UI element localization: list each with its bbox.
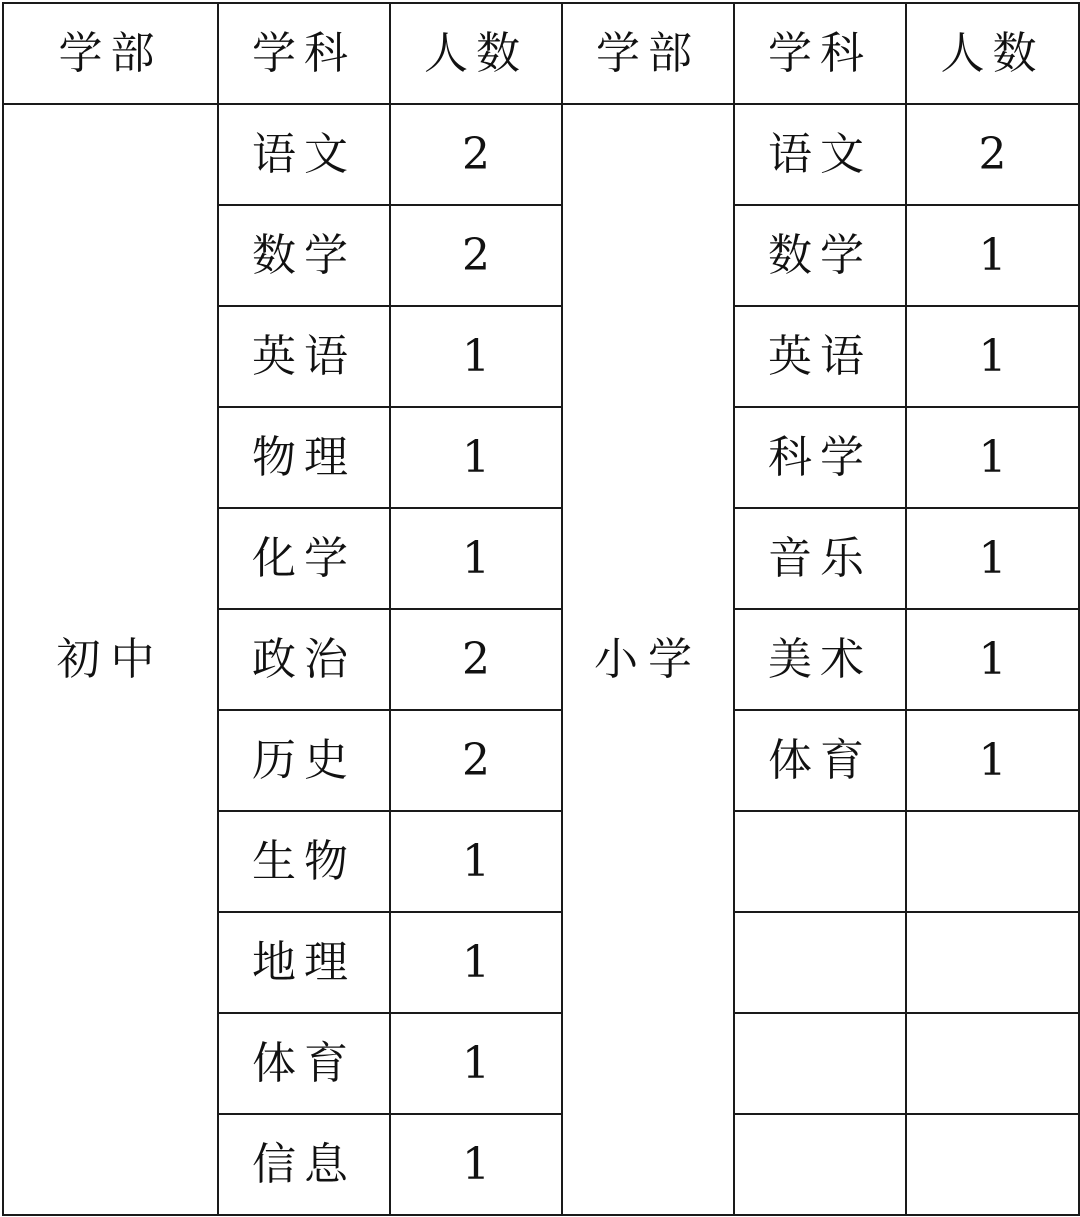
subject-cell-left: 化学 (218, 508, 390, 609)
subject-cell-left: 英语 (218, 306, 390, 407)
subject-cell-right (734, 1013, 906, 1114)
count-cell-right: 1 (906, 205, 1079, 306)
header-count-left: 人数 (390, 3, 562, 104)
subject-cell-left: 数学 (218, 205, 390, 306)
staff-allocation-table (2, 2, 1080, 1216)
count-cell-left: 1 (390, 811, 562, 912)
count-cell-left: 2 (390, 205, 562, 306)
count-cell-right (906, 1013, 1079, 1114)
count-cell-right: 1 (906, 609, 1079, 710)
subject-cell-right (734, 811, 906, 912)
header-row (3, 3, 1079, 104)
count-cell-right (906, 912, 1079, 1013)
count-cell-right: 1 (906, 306, 1079, 407)
header-dept-right: 学部 (562, 3, 734, 104)
count-cell-right: 1 (906, 508, 1079, 609)
count-cell-right (906, 811, 1079, 912)
department-cell-left: 初中 (3, 104, 218, 1215)
subject-cell-right: 英语 (734, 306, 906, 407)
count-cell-left: 2 (390, 710, 562, 811)
count-cell-left: 1 (390, 508, 562, 609)
count-cell-right: 1 (906, 407, 1079, 508)
subject-cell-right: 科学 (734, 407, 906, 508)
subject-cell-left: 信息 (218, 1114, 390, 1215)
subject-cell-right: 音乐 (734, 508, 906, 609)
count-cell-left: 2 (390, 104, 562, 205)
count-cell-left: 1 (390, 912, 562, 1013)
table-row (3, 104, 1079, 205)
count-cell-left: 2 (390, 609, 562, 710)
subject-cell-left: 历史 (218, 710, 390, 811)
count-cell-left: 1 (390, 1013, 562, 1114)
subject-cell-right: 体育 (734, 710, 906, 811)
header-subject-left: 学科 (218, 3, 390, 104)
count-cell-right: 1 (906, 710, 1079, 811)
subject-cell-left: 生物 (218, 811, 390, 912)
header-subject-right: 学科 (734, 3, 906, 104)
count-cell-left: 1 (390, 407, 562, 508)
count-cell-right (906, 1114, 1079, 1215)
subject-cell-right: 数学 (734, 205, 906, 306)
subject-cell-left: 体育 (218, 1013, 390, 1114)
header-dept-left: 学部 (3, 3, 218, 104)
subject-cell-right (734, 912, 906, 1013)
subject-cell-right: 语文 (734, 104, 906, 205)
header-count-right: 人数 (906, 3, 1079, 104)
department-cell-right: 小学 (562, 104, 734, 1215)
subject-cell-left: 政治 (218, 609, 390, 710)
count-cell-left: 1 (390, 1114, 562, 1215)
subject-cell-left: 地理 (218, 912, 390, 1013)
subject-cell-left: 语文 (218, 104, 390, 205)
count-cell-left: 1 (390, 306, 562, 407)
count-cell-right: 2 (906, 104, 1079, 205)
subject-cell-left: 物理 (218, 407, 390, 508)
subject-cell-right (734, 1114, 906, 1215)
subject-cell-right: 美术 (734, 609, 906, 710)
